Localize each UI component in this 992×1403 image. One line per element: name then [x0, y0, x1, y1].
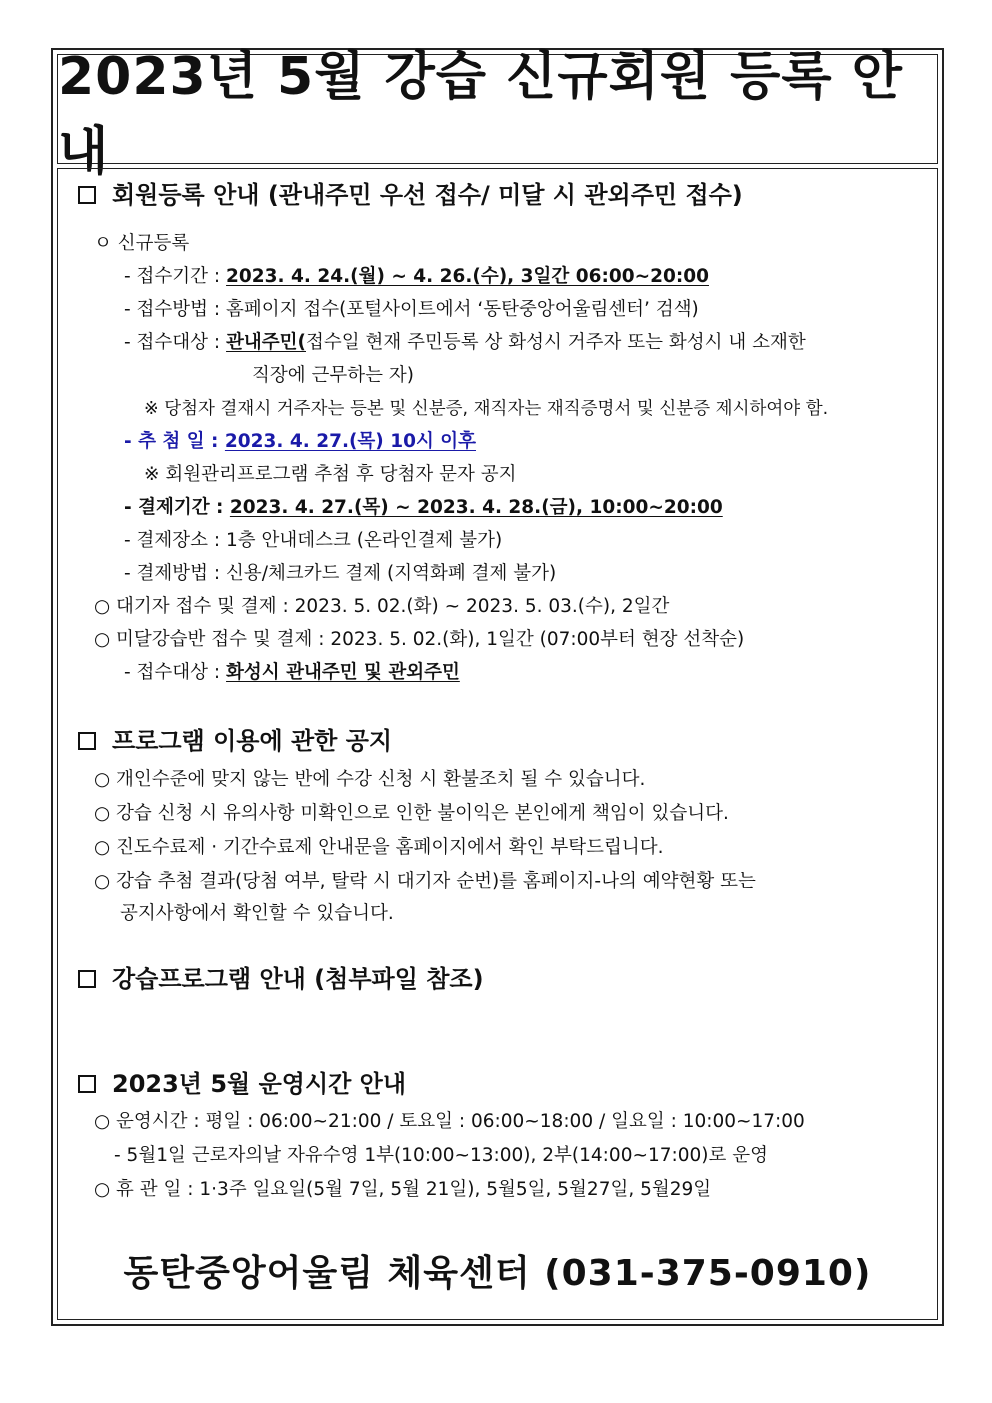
checkbox-square-icon: [78, 186, 96, 204]
payment-method-row: - 결제방법 : 신용/체크카드 결제 (지역화폐 결제 불가): [124, 563, 557, 584]
document-frame: [51, 48, 944, 1326]
checkbox-square-icon: [78, 970, 96, 988]
list-item-cont: 공지사항에서 확인할 수 있습니다.: [120, 903, 394, 924]
new-registration-label: ㅇ 신규등록: [94, 233, 190, 254]
section-heading-notice: 프로그램 이용에 관한 공지: [78, 725, 392, 757]
target-row-cont: 직장에 근무하는 자): [252, 365, 414, 386]
list-item: ○ 개인수준에 맞지 않는 반에 수강 신청 시 환불조치 될 수 있습니다.: [94, 769, 646, 790]
target-value: 관내주민(: [226, 332, 306, 353]
draw-date-value: 2023. 4. 27.(목) 10시 이후: [224, 431, 476, 452]
section-heading-registration: 회원등록 안내 (관내주민 우선 접수/ 미달 시 관외주민 접수): [78, 179, 743, 211]
closed-days-row: ○ 휴 관 일 : 1·3주 일요일(5월 7일, 5월 21일), 5월5일, 5월27일, 5월29일: [94, 1179, 712, 1200]
draw-date-row: - 추 첨 일 : 2023. 4. 27.(목) 10시 이후: [124, 431, 476, 452]
list-item: ○ 강습 추첨 결과(당첨 여부, 탈락 시 대기자 순번)를 홈페이지-나의 예약현황 또는: [94, 871, 756, 892]
payment-period-row: - 결제기간 : 2023. 4. 27.(목) ~ 2023. 4. 28.(금), 10:00~20:00: [124, 497, 723, 518]
method-row: - 접수방법 : 홈페이지 접수(포털사이트에서 ‘동탄중앙어울림센터’ 검색): [124, 299, 699, 320]
page-title: 2023년 5월 강습 신규회원 등록 안내: [58, 47, 903, 182]
list-item: ○ 강습 신청 시 유의사항 미확인으로 인한 불이익은 본인에게 책임이 있습니다.: [94, 803, 729, 824]
target-row: - 접수대상 : 관내주민(접수일 현재 주민등록 상 화성시 거주자 또는 화성시 내 소재한: [124, 332, 806, 353]
waitlist-row: ○ 대기자 접수 및 결제 : 2023. 5. 02.(화) ~ 2023. 5. 03.(수), 2일간: [94, 596, 670, 617]
payment-period-value: 2023. 4. 27.(목) ~ 2023. 4. 28.(금), 10:00~20:00: [229, 497, 723, 518]
list-item: ○ 진도수료제 · 기간수료제 안내문을 홈페이지에서 확인 부탁드립니다.: [94, 837, 664, 858]
payment-place-row: - 결제장소 : 1층 안내데스크 (온라인결제 불가): [124, 530, 503, 551]
note-sms: ※ 회원관리프로그램 추첨 후 당첨자 문자 공지: [144, 464, 517, 485]
note-documents: ※ 당첨자 결재시 거주자는 등본 및 신분증, 재직자는 재직증명서 및 신분증 제시하여야 함.: [144, 399, 829, 419]
shortfall-target-value: 화성시 관내주민 및 관외주민: [226, 662, 460, 683]
shortfall-target-row: - 접수대상 : 화성시 관내주민 및 관외주민: [124, 662, 460, 683]
footer-center-contact: 동탄중앙어울림 체육센터 (031-375-0910): [123, 1253, 872, 1294]
period-value: 2023. 4. 24.(월) ~ 4. 26.(수), 3일간 06:00~20:00: [226, 266, 709, 287]
period-row: - 접수기간 : 2023. 4. 24.(월) ~ 4. 26.(수), 3일간 06:00~20:00: [124, 266, 709, 287]
labor-day-row: - 5월1일 근로자의날 자유수영 1부(10:00~13:00), 2부(14:00~17:00)로 운영: [114, 1145, 768, 1166]
hours-row: ○ 운영시간 : 평일 : 06:00~21:00 / 토요일 : 06:00~18:00 / 일요일 : 10:00~17:00: [94, 1111, 805, 1132]
section-heading-programs: 강습프로그램 안내 (첨부파일 참조): [78, 963, 484, 995]
checkbox-square-icon: [78, 732, 96, 750]
content-box: [57, 168, 938, 1320]
shortfall-row: ○ 미달강습반 접수 및 결제 : 2023. 5. 02.(화), 1일간 (07:00부터 현장 선착순): [94, 629, 745, 650]
checkbox-square-icon: [78, 1075, 96, 1093]
section-heading-hours: 2023년 5월 운영시간 안내: [78, 1068, 406, 1100]
title-box: [57, 47, 938, 182]
